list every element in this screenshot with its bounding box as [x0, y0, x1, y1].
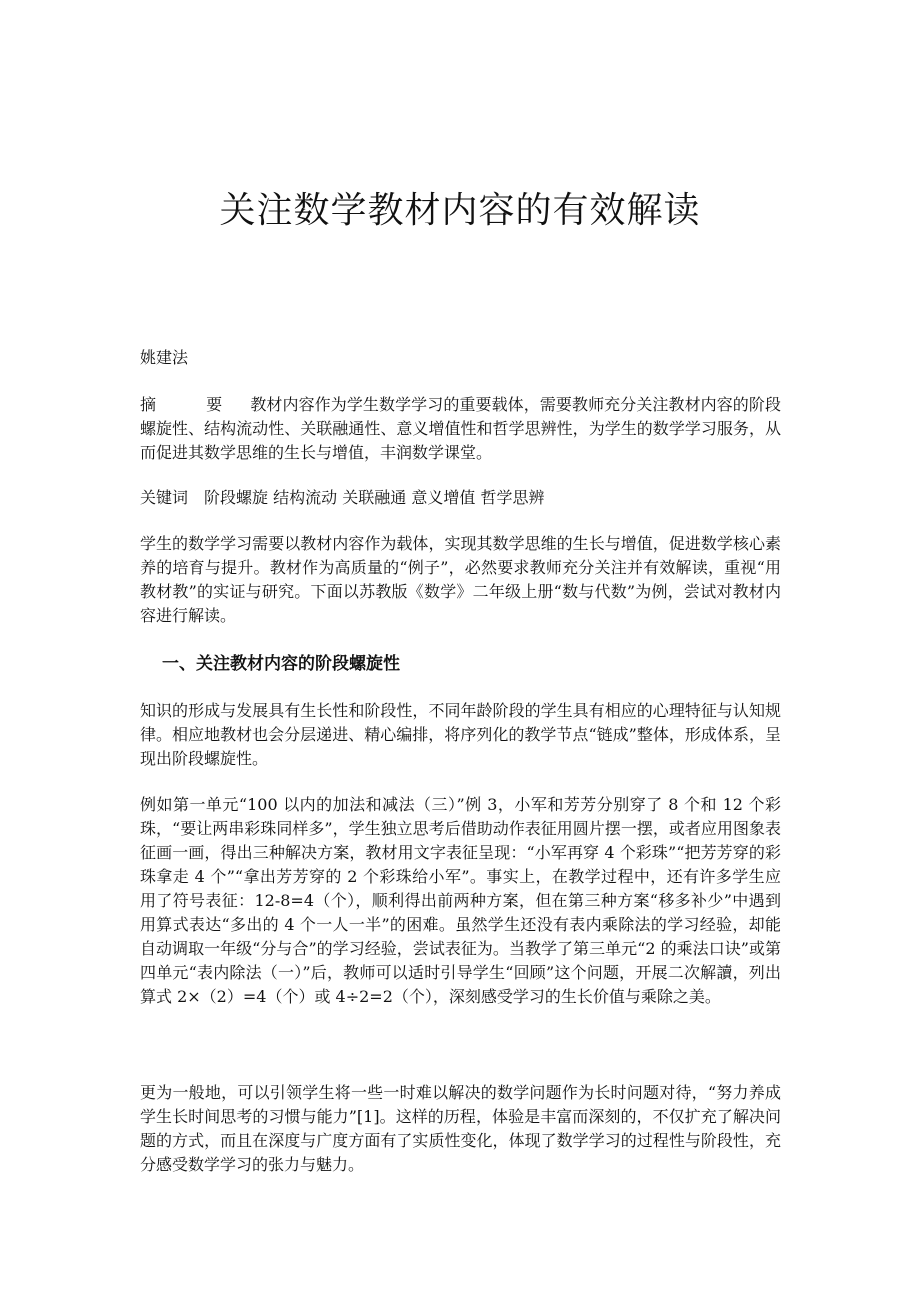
section-heading: 一、关注教材内容的阶段螺旋性	[162, 654, 400, 674]
body-paragraph: 知识的形成与发展具有生长性和阶段性，不同年龄阶段的学生具有相应的心理特征与认知规律。相应地教材也会分层递进、精心编排，将序列化的教学节点“链成”整体，形成体系，呈现出阶段螺旋性。	[140, 701, 781, 768]
intro-paragraph: 学生的数学学习需要以教材内容作为载体，实现其数学思维的生长与增值，促进数学核心素养的培育与提升。教材作为高质量的“例子”，必然要求教师充分关注并有效解读，重视“用教材教”的实证与研究。下面以苏教版《数学》二年级上册“数与代数”为例，尝试对教材内容进行解读。	[140, 534, 781, 625]
keyword: 结构流动	[273, 488, 338, 507]
body-paragraph: 更为一般地，可以引领学生将一些一时难以解决的数学问题作为长时问题对待，“努力养成学生长时间思考的习惯与能力”[1]。这样的历程，体验是丰富而深刻的，不仅扩充了解决问题的方式，而且在深度与广度方面有了实质性变化，体现了数学学习的过程性与阶段性，充分感受数学学习的张力与魅力。	[140, 1083, 781, 1174]
abstract-label-1: 摘	[140, 395, 157, 414]
abstract-paragraph	[140, 393, 781, 465]
keywords-label: 关键词	[140, 488, 189, 507]
keyword: 意义增值	[411, 488, 476, 507]
abstract-text: 教材内容作为学生数学学习的重要载体，需要教师充分关注教材内容的阶段螺旋性、结构流动性、关联融通性、意义增值性和哲学思辨性，为学生的数学学习服务，从而促进其数学思维的生长与增值，丰润数学课堂。	[140, 395, 781, 462]
author-name: 姚建法	[140, 348, 189, 367]
abstract-label-2: 要	[206, 395, 223, 414]
document-title: 关注数学教材内容的有效解读	[219, 190, 701, 231]
body-paragraph: 例如第一单元“100 以内的加法和减法（三）”例 3，小军和芳芳分别穿了 8 个和 12 个彩珠，“要让两串彩珠同样多”，学生独立思考后借助动作表征用圆片摆一摆，或者应用图象表征画一画，得出三种解决方案，教材用文字表征呈现：“小军再穿 4 个彩珠”“把芳芳穿的彩珠拿走 4 个”“拿出芳芳穿的 2 个彩珠给小军”。事实上，在教学过程中，还有许多学生应用了符号表征：12-8=4（个），顺利得出前两种方案，但在第三种方案“移多补少”中遇到用算式表达“多出的 4 个一人一半”的困难。虽然学生还没有表内乘除法的学习经验，却能自动调取一年级“分与合”的学习经验，尝试表征为。当教学了第三单元“2 的乘法口诀”或第四单元“表内除法（一）”后，教师可以适时引导学生“回顾”这个问题，开展二次解讀，列出算式 2×（2）=4（个）或 4÷2=2（个），深刻感受学习的生长价值与乘除之美。	[140, 795, 781, 1006]
keyword: 关联融通	[342, 488, 407, 507]
keyword: 哲学思辨	[480, 488, 545, 507]
keyword: 阶段螺旋	[204, 488, 269, 507]
keywords-line	[140, 486, 781, 510]
